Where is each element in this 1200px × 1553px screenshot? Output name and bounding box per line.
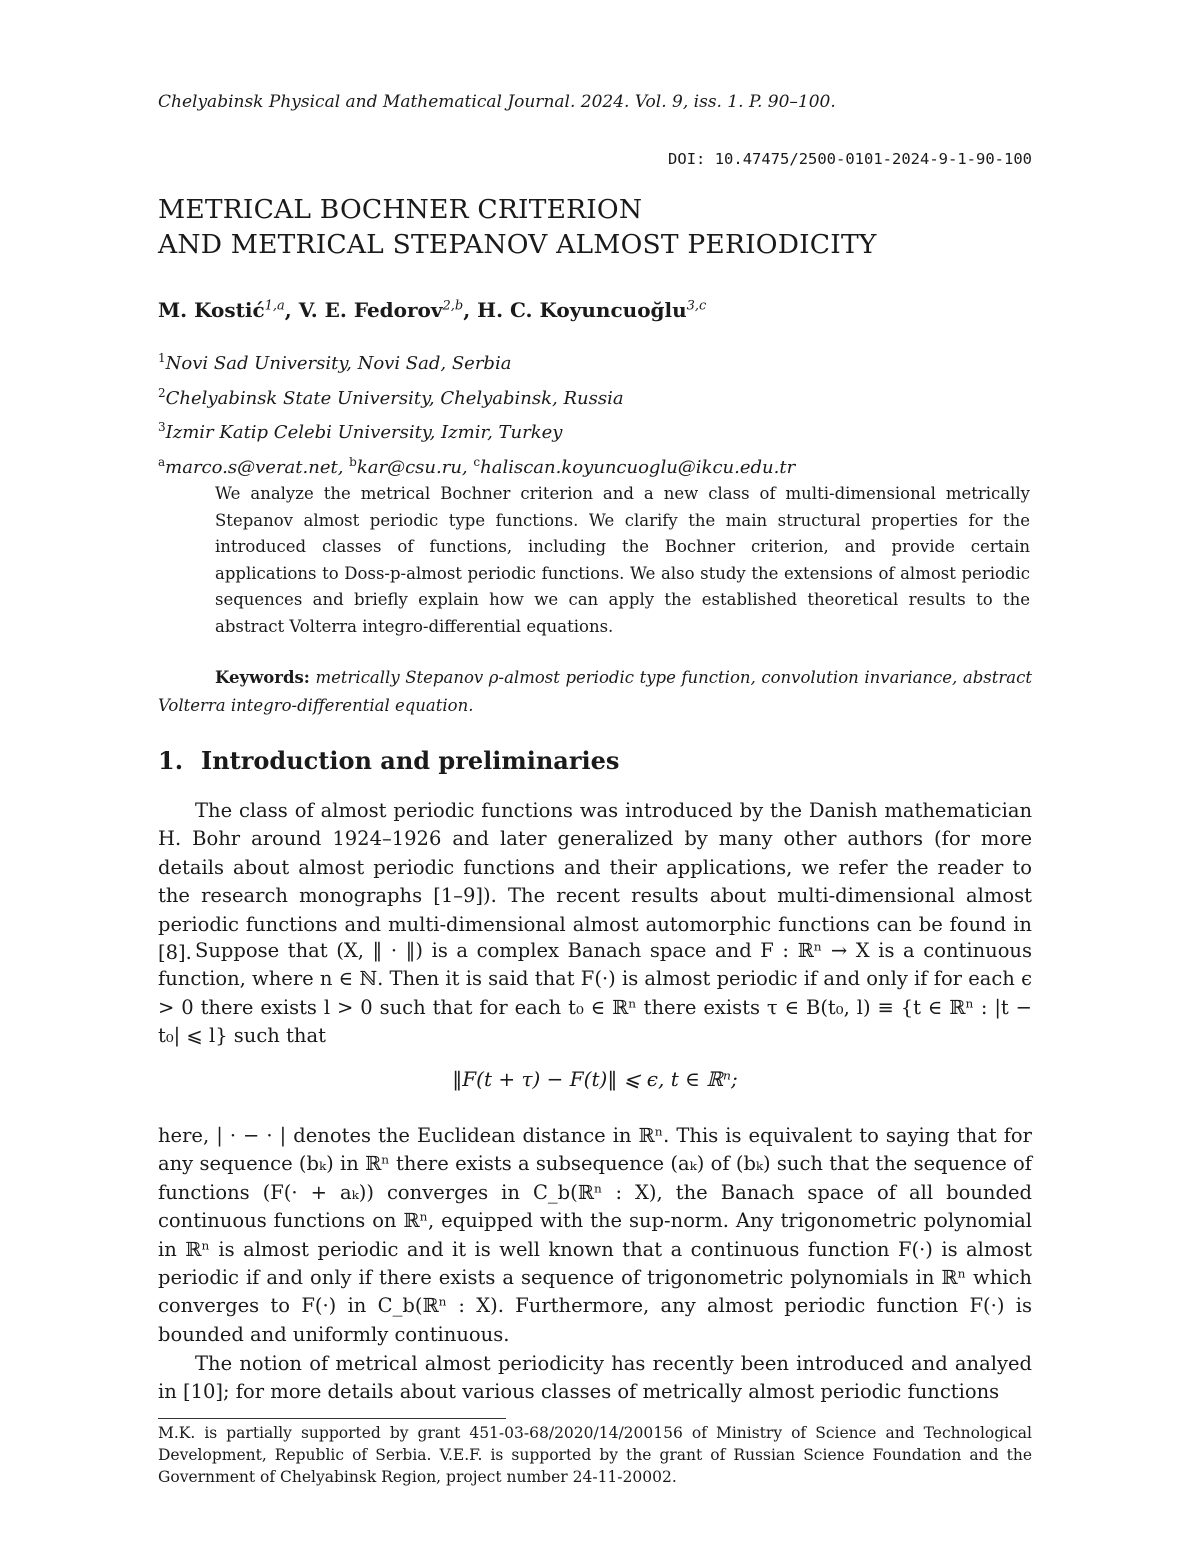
author-name: H. C. Koyuncuoğlu [477,298,686,322]
email-link[interactable]: haliscan.koyuncuoglu@ikcu.edu.tr [480,457,795,478]
affiliations [158,344,795,482]
title-line-2: AND METRICAL STEPANOV ALMOST PERIODICITY [158,227,877,262]
affiliation: 1Novi Sad University, Novi Sad, Serbia [158,344,795,379]
author-name: V. E. Fedorov [299,298,443,322]
email-link[interactable]: kar@csu.ru, [357,457,468,478]
paragraph: The class of almost periodic functions was introduced by the Danish mathematician H. Bohr around 1924–1926 and later generalized by many other authors (for more details about almost periodic functions and their applications, we refer the reader to the research monographs [1–9]). The recent results about multi-dimensional almost periodic functions and multi-dimensional almost automorphic functions can be found in [8]. [158,797,1032,967]
author-superscript: 1,a [265,298,285,313]
author-name: M. Kostić [158,298,265,322]
display-formula: ‖F(t + τ) − F(t)‖ ⩽ ϵ, t ∈ ℝⁿ; [158,1067,1032,1091]
affiliation: 2Chelyabinsk State University, Chelyabinsk, Russia [158,379,795,414]
paper-title [158,192,877,262]
keywords-label: Keywords: [215,668,310,687]
author-superscript: 3,c [687,298,707,313]
keywords-text: metrically Stepanov ρ-almost periodic type function, convolution invariance, abstract Volterra integro-differential equation. [158,668,1032,715]
email-list: amarco.s@verat.net, bkar@csu.ru, chaliscan.koyuncuoglu@ikcu.edu.tr [158,448,795,483]
keywords [158,664,1032,720]
section-heading [158,746,619,775]
abstract: We analyze the metrical Bochner criterion and a new class of multi-dimensional metrically Stepanov almost periodic type functions. We clarify the main structural properties for the introduced classes of functions, including the Bochner criterion, and provide certain applications to Doss-p-almost periodic functions. We also study the extensions of almost periodic sequences and briefly explain how we can apply the established theoretical results to the abstract Volterra integro-differential equations. [215,481,1030,640]
email-link[interactable]: marco.s@verat.net, [165,457,343,478]
author-list: M. Kostić1,a, V. E. Fedorov2,b, H. C. Koyuncuoğlu3,c [158,298,706,322]
doi: DOI: 10.47475/2500-0101-2024-9-1-90-100 [668,150,1032,168]
section-number: 1. [158,746,201,775]
journal-citation: Chelyabinsk Physical and Mathematical Journal. 2024. Vol. 9, iss. 1. P. 90–100. [158,92,836,112]
affiliation: 3Izmir Katip Celebi University, Izmir, Turkey [158,413,795,448]
footnote: M.K. is partially supported by grant 451-03-68/2020/14/200156 of Ministry of Science and Technological Development, Republic of Serbia. V.E.F. is supported by the grant of Russian Science Foundation and the Government of Chelyabinsk Region, project number 24-11-20002. [158,1422,1032,1488]
paragraph: The notion of metrical almost periodicity has recently been introduced and analyed in [10]; for more details about various classes of metrically almost periodic functions [158,1350,1032,1407]
section-title: Introduction and preliminaries [201,746,619,775]
paragraph: here, | · − · | denotes the Euclidean distance in ℝⁿ. This is equivalent to saying that for any sequence (bₖ) in ℝⁿ there exists a subsequence (aₖ) of (bₖ) such that the sequence of functions (F(· + aₖ)) converges in C_b(ℝⁿ : X), the Banach space of all bounded continuous functions on ℝⁿ, equipped with the sup-norm. Any trigonometric polynomial in ℝⁿ is almost periodic and it is well known that a continuous function F(·) is almost periodic if and only if there exists a sequence of trigonometric polynomials in ℝⁿ which converges to F(·) in C_b(ℝⁿ : X). Furthermore, any almost periodic function F(·) is bounded and uniformly continuous. [158,1122,1032,1349]
title-line-1: METRICAL BOCHNER CRITERION [158,192,877,227]
author-superscript: 2,b [443,298,464,313]
paragraph: Suppose that (X, ‖ · ‖) is a complex Banach space and F : ℝⁿ → X is a continuous function, where n ∈ ℕ. Then it is said that F(·) is almost periodic if and only if for each ϵ > 0 there exists l > 0 such that for each t₀ ∈ ℝⁿ there exists τ ∈ B(t₀, l) ≡ {t ∈ ℝⁿ : |t − t₀| ⩽ l} such that [158,937,1032,1051]
footnote-rule [158,1418,506,1419]
